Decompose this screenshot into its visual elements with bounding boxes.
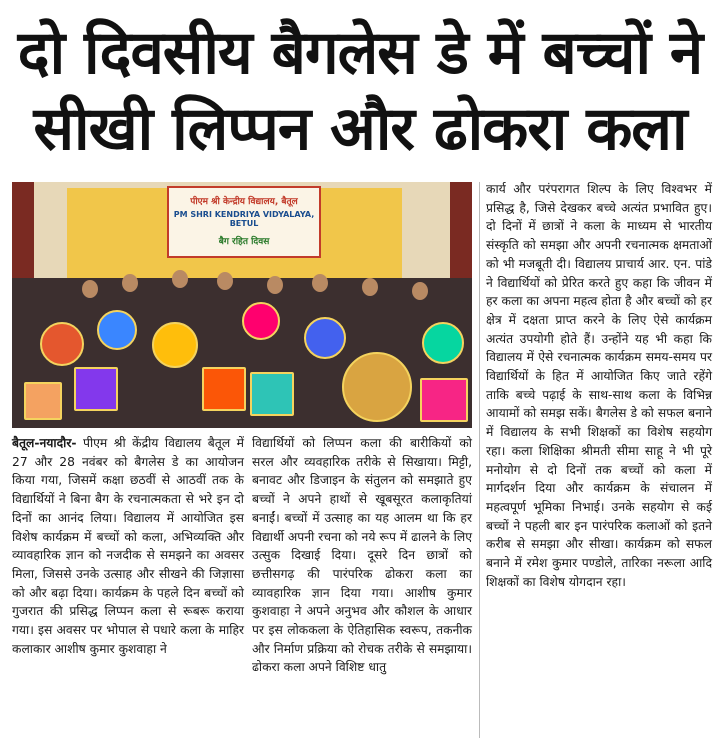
student-head (267, 276, 283, 294)
article-column-1 (12, 434, 244, 740)
news-photo (12, 182, 472, 428)
photo-banner-event: बैग रहित दिवस (218, 237, 270, 247)
lippan-artwork (40, 322, 84, 366)
photo-banner-english: PM SHRI KENDRIYA VIDYALAYA, BETUL (173, 210, 315, 228)
headline-line-1: दो दिवसीय बैगलेस डे में बच्चों ने (17, 18, 703, 88)
article-paragraph-1 (12, 434, 244, 658)
photo-banner-school: पीएम श्री केन्द्रीय विद्यालय, बैतूल (190, 197, 298, 207)
article-text-2: विद्यार्थियों को लिप्पन कला की बारीकियों को सरल और व्यवहारिक तरीके से सिखाया। मिट्टी, बनावट और डिजाइन के संतुलन को समझाते हुए बच्चों ने अपने हाथों से खूबसूरत कलाकृतियां बनाईं। बच्चों में उत्साह का यह आलम था कि हर विद्यार्थी अपनी रचना को नये रूप में ढालने के लिए उत्सुक दिखाई दिया। दूसरे दिन छात्रों को छत्तीसगढ़ की पारंपरिक ढोकरा कला का व्यावहारिक ज्ञान दिया गया। आशीष कुमार कुशवाहा ने अपने अनुभव और कौशल के आधार पर इस लोककला के ऐतिहासिक स्वरूप, तकनीक और निर्माण प्रक्रिया को रोचक तरीके से समझाया। ढोकरा कला अपने विशिष्ट धातु (252, 436, 472, 675)
lippan-artwork (74, 367, 118, 411)
photo-banner (167, 186, 321, 258)
lippan-artwork (250, 372, 294, 416)
dateline: बैतूल-नयादौर- (12, 436, 77, 450)
lippan-artwork (242, 302, 280, 340)
lippan-artwork (304, 317, 346, 359)
headline (8, 8, 712, 174)
article-text-3: कार्य और परंपरागत शिल्प के लिए विश्वभर में प्रसिद्ध है, जिसे देखकर बच्चे अत्यंत प्रभावित हुए। दो दिनों में छात्रों ने कला के माध्यम से भारतीय संस्कृति को समझा और अपनी रचनात्मक क्षमताओं को भी मजबूती दी। विद्यालय प्राचार्य आर. एन. पांडे ने विद्यार्थियों को प्रेरित करते हुए कहा कि जीवन में हर कला का अपना महत्व होता है और बच्चों को हर क्षेत्र में दक्षता प्राप्त करने के लिए ऐसे कार्यक्रम अत्यंत उपयोगी होते हैं। उन्होंने यह भी कहा कि विद्यालय में ऐसे रचनात्मक कार्यक्रम समय-समय पर विद्यार्थियों के हित में आयोजित किए जाते रहेंगे ताकि बच्चे पढ़ाई के साथ-साथ कला के विभिन्न आयामों को समझ सकें। बैगलेस डे को सफल बनाने में विद्यालय के सभी शिक्षकों का विशेष सहयोग रहा। कला शिक्षिका श्रीमती सीमा साहू ने भी पूरे मनोयोग से दो दिनों तक बच्चों को कला में मार्गदर्शन दिया और कार्यक्रम के संचालन में महत्वपूर्ण भूमिका निभाई। उनके सहयोग से कई बच्चों ने पहली बार इन पारंपरिक कलाओं को इतने करीब से समझा और सीखा। कार्यक्रम को सफल बनाने में रमेश कुमार पण्डोले, तारिका नरूला आदि शिक्षकों का विशेष योगदान रहा। (486, 182, 712, 589)
student-head (412, 282, 428, 300)
student-head (82, 280, 98, 298)
lippan-artwork (97, 310, 137, 350)
article-column-2 (252, 434, 472, 740)
article-column-3 (486, 180, 712, 740)
headline-line-2: सीखी लिप्पन और ढोकरा कला (33, 94, 687, 164)
column-divider (479, 182, 480, 738)
lippan-artwork (202, 367, 246, 411)
student-head (312, 274, 328, 292)
student-head (172, 270, 188, 288)
student-head (217, 272, 233, 290)
lippan-artwork (24, 382, 62, 420)
student-head (362, 278, 378, 296)
student-head (122, 274, 138, 292)
lippan-artwork (420, 378, 468, 422)
lippan-artwork (342, 352, 412, 422)
lippan-artwork (422, 322, 464, 364)
article-text-1: पीएम श्री केंद्रीय विद्यालय बैतूल में 27 और 28 नवंबर को बैगलेस डे का आयोजन किया गया, जिसमें कक्षा छठवीं से आठवीं तक के विद्यार्थियों ने बिना बैग के रचनात्मकता से भरे इन दो दिनों का आनंद लिया। विद्यालय में आयोजित इस विशेष कार्यक्रम में बच्चों को कला, अभिव्यक्ति और व्यावहारिक ज्ञान को नजदीक से समझने का अवसर मिला, जिससे उनके उत्साह और सीखने की जिज्ञासा को और बढ़ा दिया। कार्यक्रम के पहले दिन बच्चों को गुजरात की प्रसिद्ध लिप्पन कला से रूबरू कराया गया। इस अवसर पर भोपाल से पधारे कला के माहिर कलाकार आशीष कुमार कुशवाहा ने (12, 436, 244, 656)
lippan-artwork (152, 322, 198, 368)
